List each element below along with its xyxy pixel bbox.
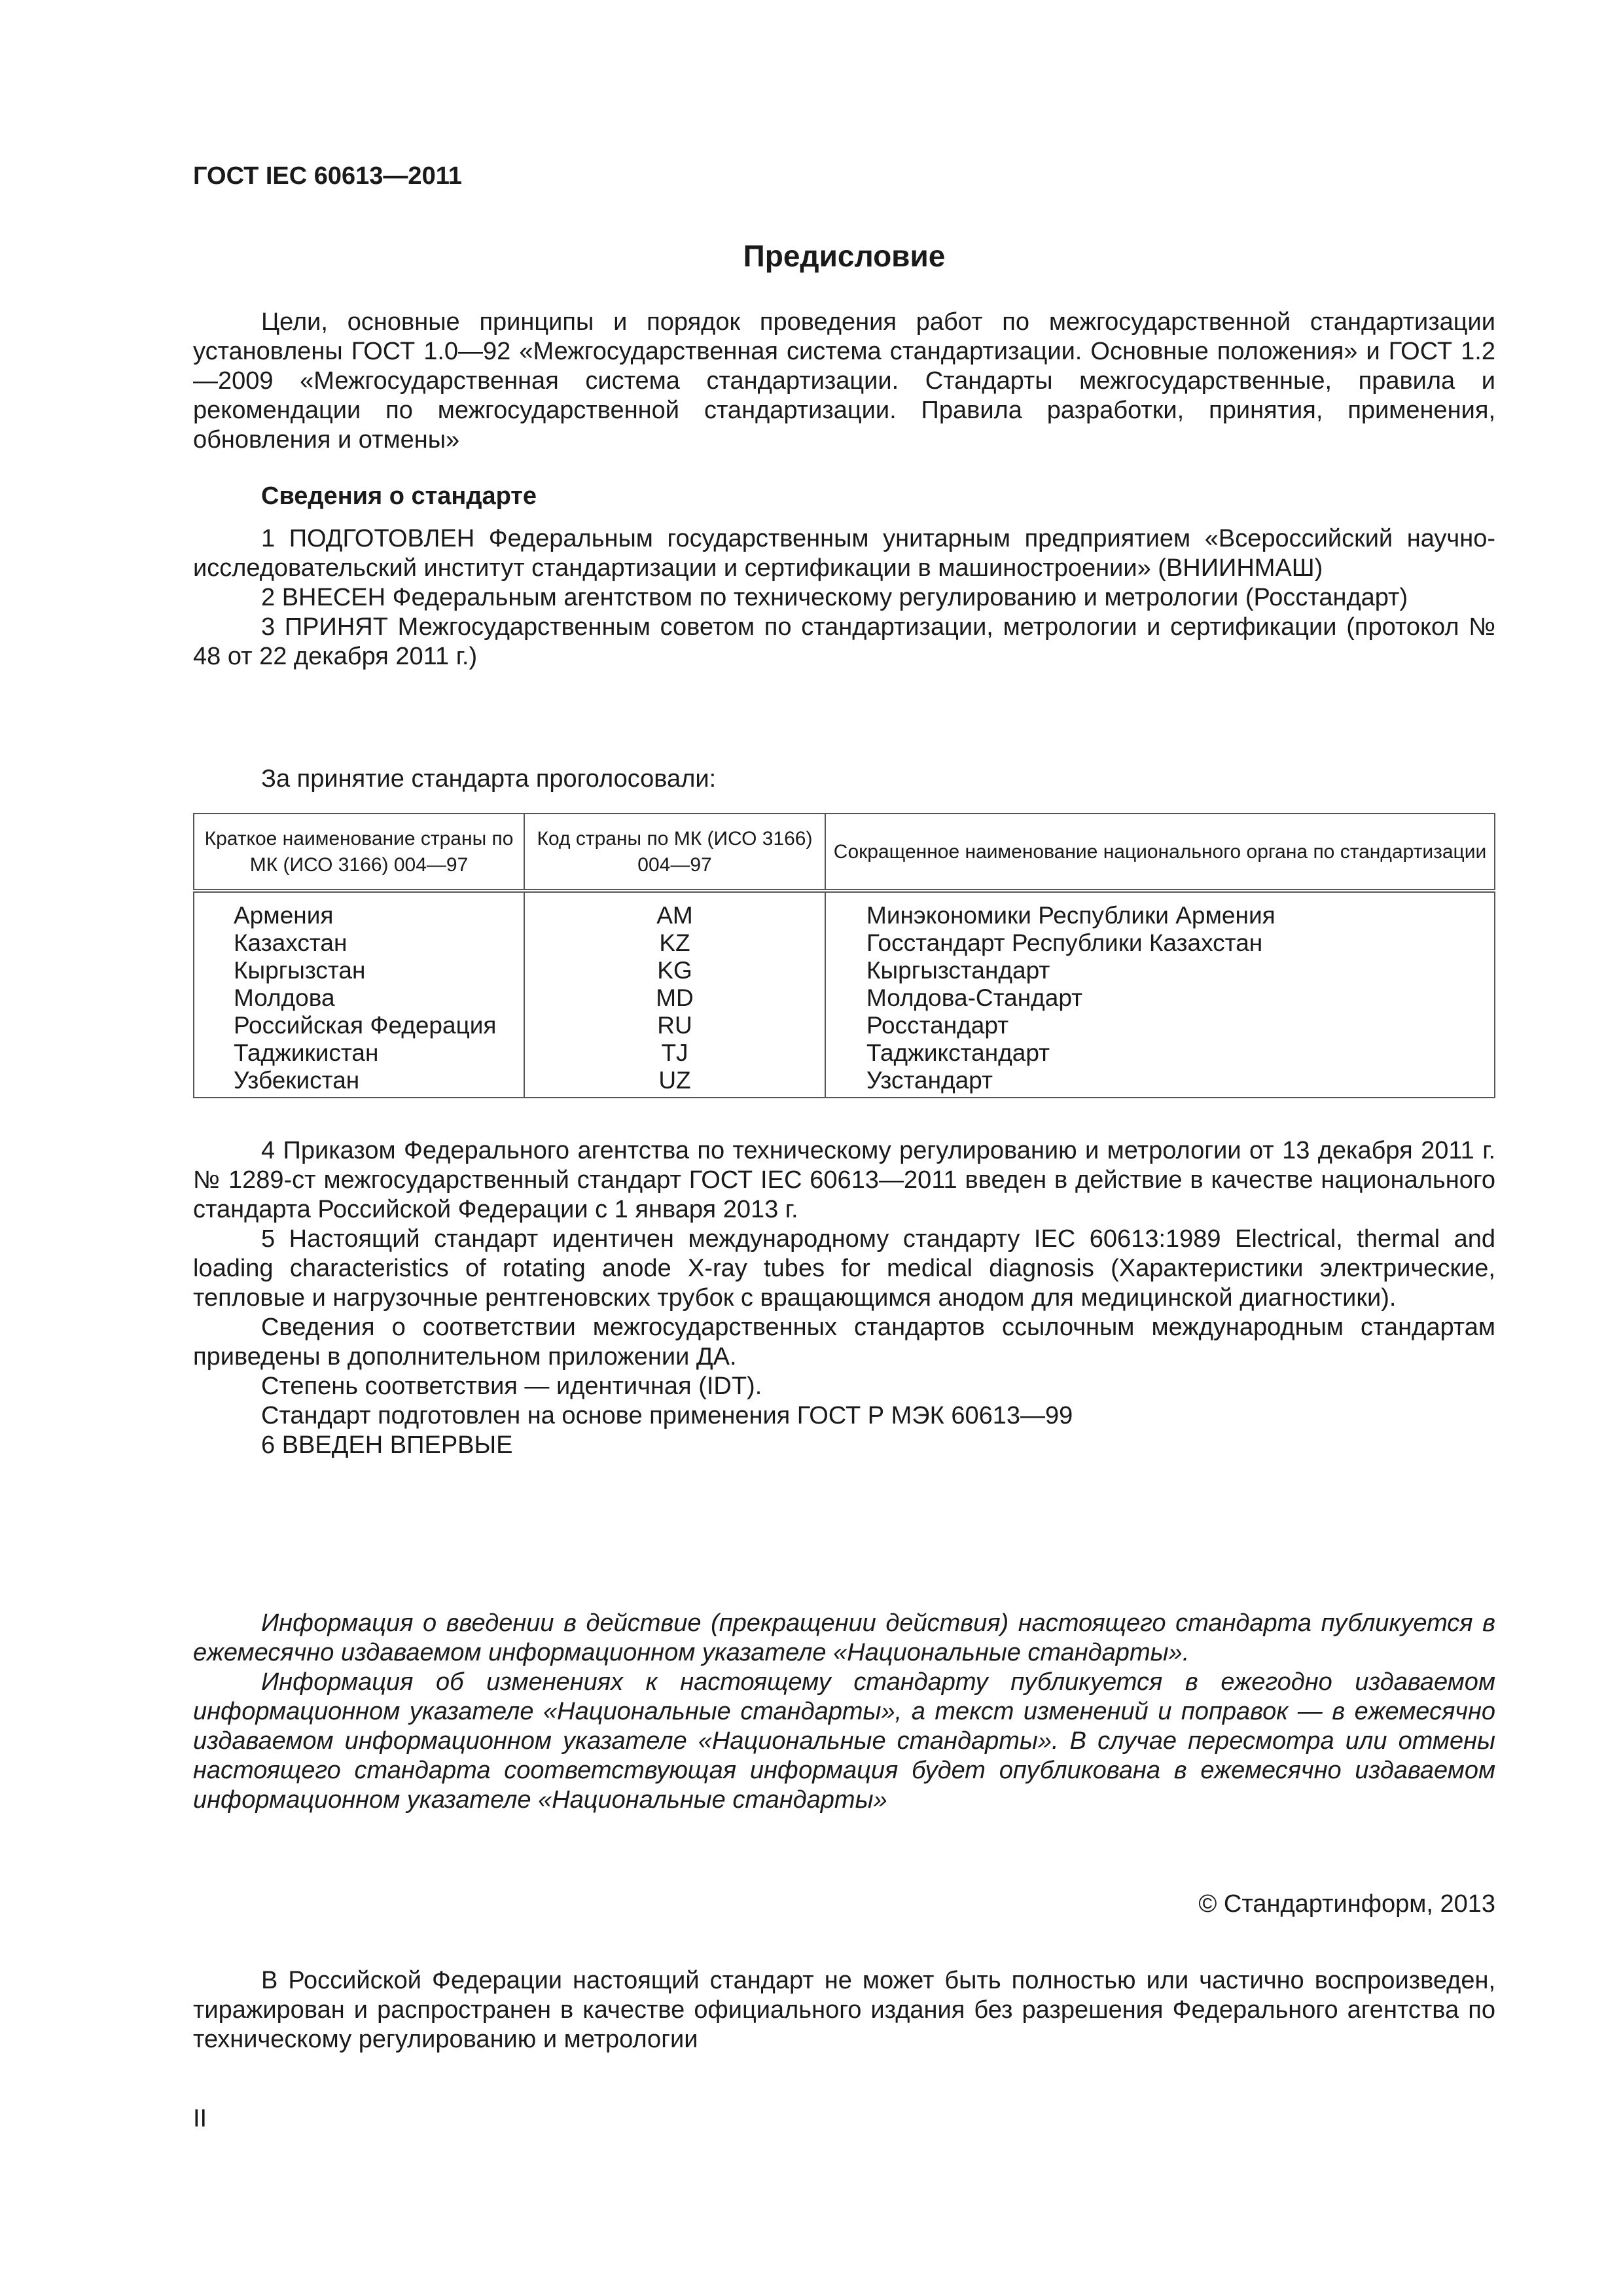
item-4-order: 4 Приказом Федерального агентства по техническому регулированию и метрологии от 13 декабря 2011 г. № 1289-ст межгосударственный стандарт ГОСТ IEC 60613—2011 введен в действие в качестве национального стандарта Российской Федерации с 1 января 2013 г. — [193, 1137, 1495, 1223]
document-id: ГОСТ IEC 60613—2011 — [193, 162, 462, 190]
item-2-submitted: 2 ВНЕСЕН Федеральным агентством по техническому регулированию и метрологии (Росстандарт) — [261, 584, 1408, 611]
item-3-adopted: 3 ПРИНЯТ Межгосударственным советом по стандартизации, метрологии и сертификации (протокол № 48 от 22 декабря 2011 г.) — [193, 613, 1495, 670]
country-name: Российская Федерация — [194, 1012, 524, 1039]
country-name: Казахстан — [194, 929, 524, 957]
table-row — [194, 1067, 1495, 1098]
country-code: KG — [524, 957, 825, 984]
intro-paragraph: Цели, основные принципы и порядок проведения работ по межгосударственной стандартизации установлены ГОСТ 1.0—92 «Межгосударственная система стандартизации. Основные положения» и ГОСТ 1.2—2009 «Межгосударственная система стандартизации. Стандарты межгосударственные, правила и рекомендации по межгосударственной стандартизации. Правила разработки, принятия, применения, обновления и отмены» — [193, 308, 1495, 454]
intro-section — [193, 308, 1495, 455]
standard-info-section — [193, 482, 1495, 672]
country-code: AM — [524, 891, 825, 929]
country-name: Узбекистан — [194, 1067, 524, 1098]
country-code: RU — [524, 1012, 825, 1039]
table-row — [194, 891, 1495, 929]
country-code: UZ — [524, 1067, 825, 1098]
item-5-degree: Степень соответствия — идентичная (IDT). — [261, 1372, 762, 1400]
national-body: Таджикстандарт — [825, 1039, 1495, 1067]
national-body: Росстандарт — [825, 1012, 1495, 1039]
table-row — [194, 957, 1495, 984]
vote-intro: За принятие стандарта проголосовали: — [261, 765, 717, 793]
country-code: MD — [524, 984, 825, 1012]
vote-intro-section — [193, 764, 1495, 794]
publication-notice — [193, 1609, 1495, 1815]
table-header-country: Краткое наименование страны по МК (ИСО 3166) 004—97 — [194, 814, 524, 891]
page-title: Предисловие — [743, 239, 946, 273]
table-row — [194, 929, 1495, 957]
item-5-basis: Стандарт подготовлен на основе применения ГОСТ Р МЭК 60613—99 — [261, 1402, 1073, 1429]
country-name: Таджикистан — [194, 1039, 524, 1067]
notice-paragraph-2: Информация об изменениях к настоящему стандарту публикуется в ежегодно издаваемом информационном указателе «Национальные стандарты», а текст изменений и поправок — в ежемесячно издаваемом информационном указателе «Национальные стандарты». В случае пересмотра или отмены настоящего стандарта соответствующая информация будет опубликована в ежемесячно издаваемом информационном указателе «Национальные стандарты» — [193, 1668, 1495, 1814]
table-row — [194, 1039, 1495, 1067]
page-number: II — [193, 2105, 207, 2132]
copyright: © Стандартинформ, 2013 — [1198, 1890, 1495, 1918]
table-row — [194, 1012, 1495, 1039]
legal-section — [193, 1966, 1495, 2054]
item-6-introduced: 6 ВВЕДЕН ВПЕРВЫЕ — [261, 1431, 513, 1459]
country-code: TJ — [524, 1039, 825, 1067]
national-body: Минэкономики Республики Армения — [825, 891, 1495, 929]
table-row — [194, 984, 1495, 1012]
after-table-section — [193, 1136, 1495, 1460]
national-body: Госстандарт Республики Казахстан — [825, 929, 1495, 957]
country-code: KZ — [524, 929, 825, 957]
table-header-code: Код страны по МК (ИСО 3166) 004—97 — [524, 814, 825, 891]
table-header-row — [194, 814, 1495, 891]
notice-paragraph-1: Информация о введении в действие (прекращении действия) настоящего стандарта публикуется в ежемесячно издаваемом информационном указателе «Национальные стандарты». — [193, 1609, 1495, 1666]
voting-countries-table — [193, 813, 1495, 1098]
standard-info-heading: Сведения о стандарте — [261, 482, 537, 510]
country-name: Армения — [194, 891, 524, 929]
country-name: Кыргызстан — [194, 957, 524, 984]
national-body: Узстандарт — [825, 1067, 1495, 1098]
country-name: Молдова — [194, 984, 524, 1012]
national-body: Кыргызстандарт — [825, 957, 1495, 984]
table-header-body: Сокращенное наименование национального органа по стандартизации — [825, 814, 1495, 891]
item-5-references: Сведения о соответствии межгосударственных стандартов ссылочным международным стандартам приведены в дополнительном приложении ДА. — [193, 1314, 1495, 1371]
item-5-identity: 5 Настоящий стандарт идентичен международному стандарту IEC 60613:1989 Electrical, thermal and loading characteristics of rotating anode X-ray tubes for medical diagnosis (Характеристики электрические, тепловые и нагрузочные рентгеновских трубок с вращающимся анодом для медицинской диагностики). — [193, 1225, 1495, 1312]
item-1-prepared: 1 ПОДГОТОВЛЕН Федеральным государственным унитарным предприятием «Всероссийский научно-исследовательский институт стандартизации и сертификации в машиностроении» (ВНИИНМАШ) — [193, 525, 1495, 582]
national-body: Молдова-Стандарт — [825, 984, 1495, 1012]
legal-notice: В Российской Федерации настоящий стандарт не может быть полностью или частично воспроизведен, тиражирован и распространен в качестве официального издания без разрешения Федерального агентства по техническому регулированию и метрологии — [193, 1967, 1495, 2053]
